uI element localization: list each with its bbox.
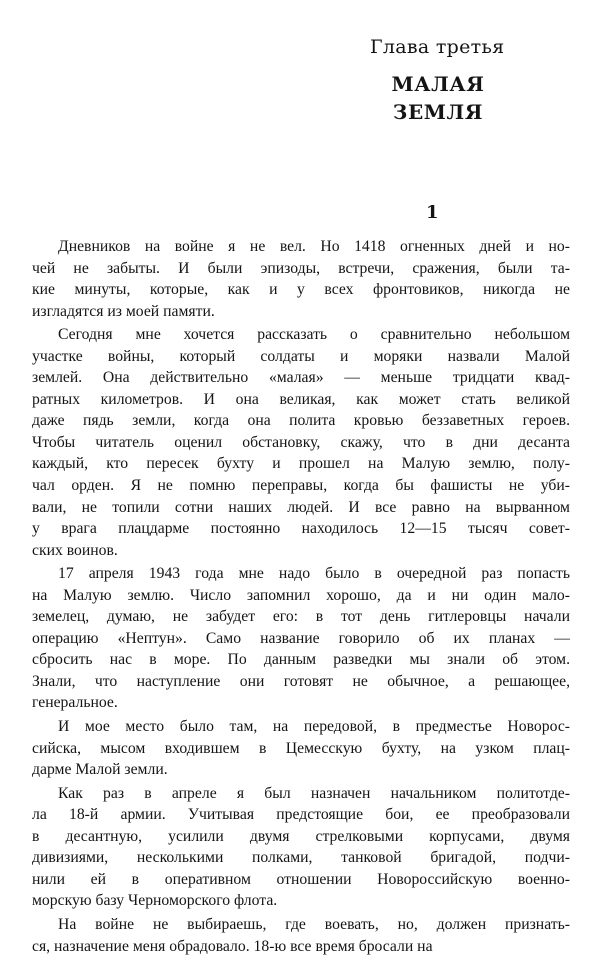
text-line: участке войны, который солдаты и моряки назвали Малой (32, 347, 570, 365)
paragraph (32, 783, 570, 912)
text-line: Знали, что наступление они готовят не обычное, а решающее, (32, 672, 570, 690)
text-line: Дневников на войне я не вел. Но 1418 огненных дней и но- (58, 238, 570, 255)
text-line: Сегодня мне хочется рассказать о сравнительно небольшом (58, 326, 570, 344)
chapter-title-line-1: МАЛАЯ (391, 72, 485, 96)
text-line: кие минуты, которые, как и у всех фронтовиков, никогда не (32, 281, 570, 299)
paragraph (32, 324, 570, 561)
text-line: каждый, кто пересек бухту и прошел на Малую землю, полу- (32, 455, 570, 473)
text-line: генеральное. (32, 694, 118, 712)
body-text (32, 236, 570, 959)
chapter-title (385, 70, 491, 126)
text-line: ла 18-й армии. Учитывая предстоящие бои, ее преобразовали (32, 806, 570, 824)
text-line: Как раз в апреле я был назначен начальником политотде- (58, 784, 570, 802)
text-line: ских воинов. (32, 541, 118, 559)
text-line: землей. Она действительно «малая» — меньше тридцати квад- (32, 369, 570, 387)
paragraph (32, 563, 570, 714)
text-line: сийска, мысом входившем в Цемесскую бухту, на узком плац- (32, 739, 570, 757)
text-line: ся, назначение меня обрадовало. 18-ю все время бросали на (32, 937, 433, 955)
text-line: операцию «Нептун». Само название говорило об их планах — (32, 629, 570, 647)
text-line: Чтобы читатель оценил обстановку, скажу, что в дни десанта (32, 433, 570, 451)
text-line: ратных километров. И она великая, как может стать великой (32, 390, 570, 408)
chapter-label: Глава третья (370, 36, 505, 58)
paragraph (32, 914, 570, 957)
text-line: сбросить нас в море. По данным разведки мы знали об этом. (32, 651, 570, 669)
paragraph (32, 716, 570, 781)
paragraph (32, 236, 570, 322)
section-number: 1 (426, 202, 439, 223)
text-line: дивизиями, несколькими полками, танковой бригадой, подчи- (32, 849, 570, 867)
text-line: чал орден. Я не помню переправы, когда бы фашисты не уби- (32, 477, 570, 495)
text-line: вали, не топили сотни наших людей. И все равно на вырванном (32, 498, 570, 516)
text-line: морскую базу Черноморского флота. (32, 892, 278, 910)
chapter-title-line-2: ЗЕМЛЯ (392, 100, 484, 124)
text-line: И мое место было там, на передовой, в предместье Новорос- (58, 718, 570, 736)
text-line: дарме Малой земли. (32, 761, 168, 779)
text-line: земелец, думаю, не забудет его: в тот день гитлеровцы начали (32, 608, 570, 626)
text-line: у врага плацдарме постоянно находилось 12—15 тысяч совет- (32, 520, 570, 538)
text-line: чей не забыты. И были эпизоды, встречи, сражения, были та- (32, 259, 570, 277)
text-line: на Малую землю. Число запомнил хорошо, да и ни один мало- (32, 586, 570, 604)
text-line: даже пядь земли, когда она полита кровью беззаветных героев. (32, 412, 570, 430)
text-line: 17 апреля 1943 года мне надо было в очередной раз попасть (58, 565, 570, 583)
text-line: На войне не выбираешь, где воевать, но, должен признать- (58, 915, 570, 933)
text-line: в десантную, усилили двумя стрелковыми корпусами, двумя (32, 827, 570, 845)
text-line: нили ей в оперативном отношении Новороссийскую военно- (32, 870, 570, 888)
text-line: изгладятся из моей памяти. (32, 302, 215, 320)
